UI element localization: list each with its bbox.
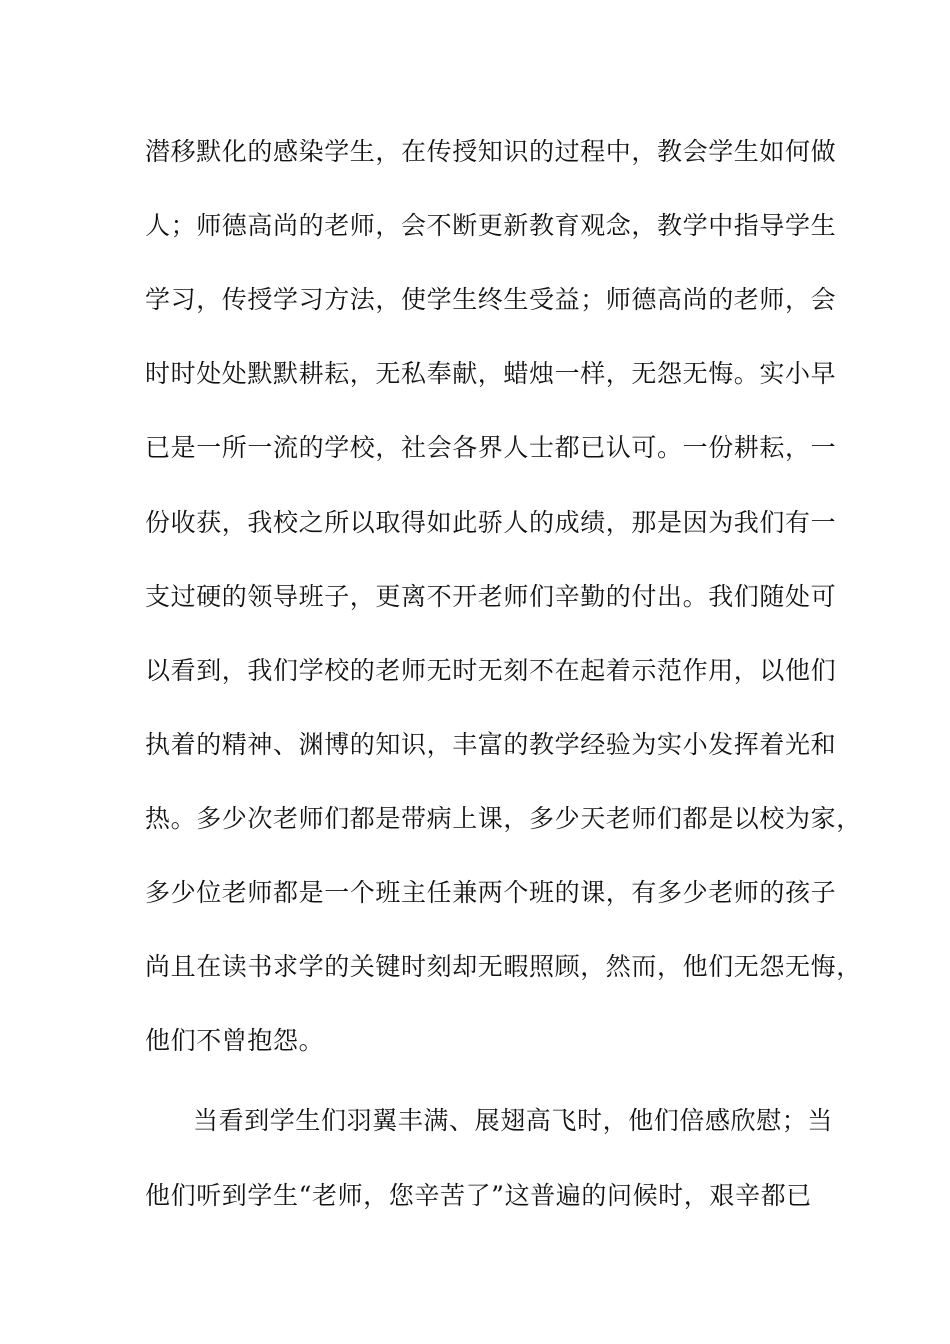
text-line: 以看到，我们学校的老师无时无刻不在起着示范作用，以他们 xyxy=(145,656,837,685)
text-line: 已是一所一流的学校，社会各界人士都已认可。一份耕耘，一 xyxy=(145,433,837,462)
text-line: 他们不曾抱怨。 xyxy=(145,1026,325,1055)
text-line: 份收获，我校之所以取得如此骄人的成绩，那是因为我们有一 xyxy=(145,508,837,537)
text-line: 多少位老师都是一个班主任兼两个班的课，有多少老师的孩子 xyxy=(145,878,837,907)
text-line: 支过硬的领导班子，更离不开老师们辛勤的付出。我们随处可 xyxy=(145,582,837,611)
text-line: 潜移默化的感染学生，在传授知识的过程中，教会学生如何做 xyxy=(145,137,837,166)
text-line-indented: 当看到学生们羽翼丰满、展翅高飞时，他们倍感欣慰；当 xyxy=(193,1106,834,1135)
text-line: 他们听到学生“老师，您辛苦了”这普遍的问候时，艰辛都已 xyxy=(145,1181,812,1210)
text-line: 尚且在读书求学的关键时刻却无暇照顾，然而，他们无怨无悔， xyxy=(145,952,862,981)
text-line: 执着的精神、渊博的知识，丰富的教学经验为实小发挥着光和 xyxy=(145,730,837,759)
text-line: 热。多少次老师们都是带病上课，多少天老师们都是以校为家， xyxy=(145,804,862,833)
text-line: 时时处处默默耕耘，无私奉献，蜡烛一样，无怨无悔。实小早 xyxy=(145,359,837,388)
text-line: 学习，传授学习方法，使学生终生受益；师德高尚的老师，会 xyxy=(145,285,837,314)
text-line: 人；师德高尚的老师，会不断更新教育观念，教学中指导学生 xyxy=(145,211,837,240)
